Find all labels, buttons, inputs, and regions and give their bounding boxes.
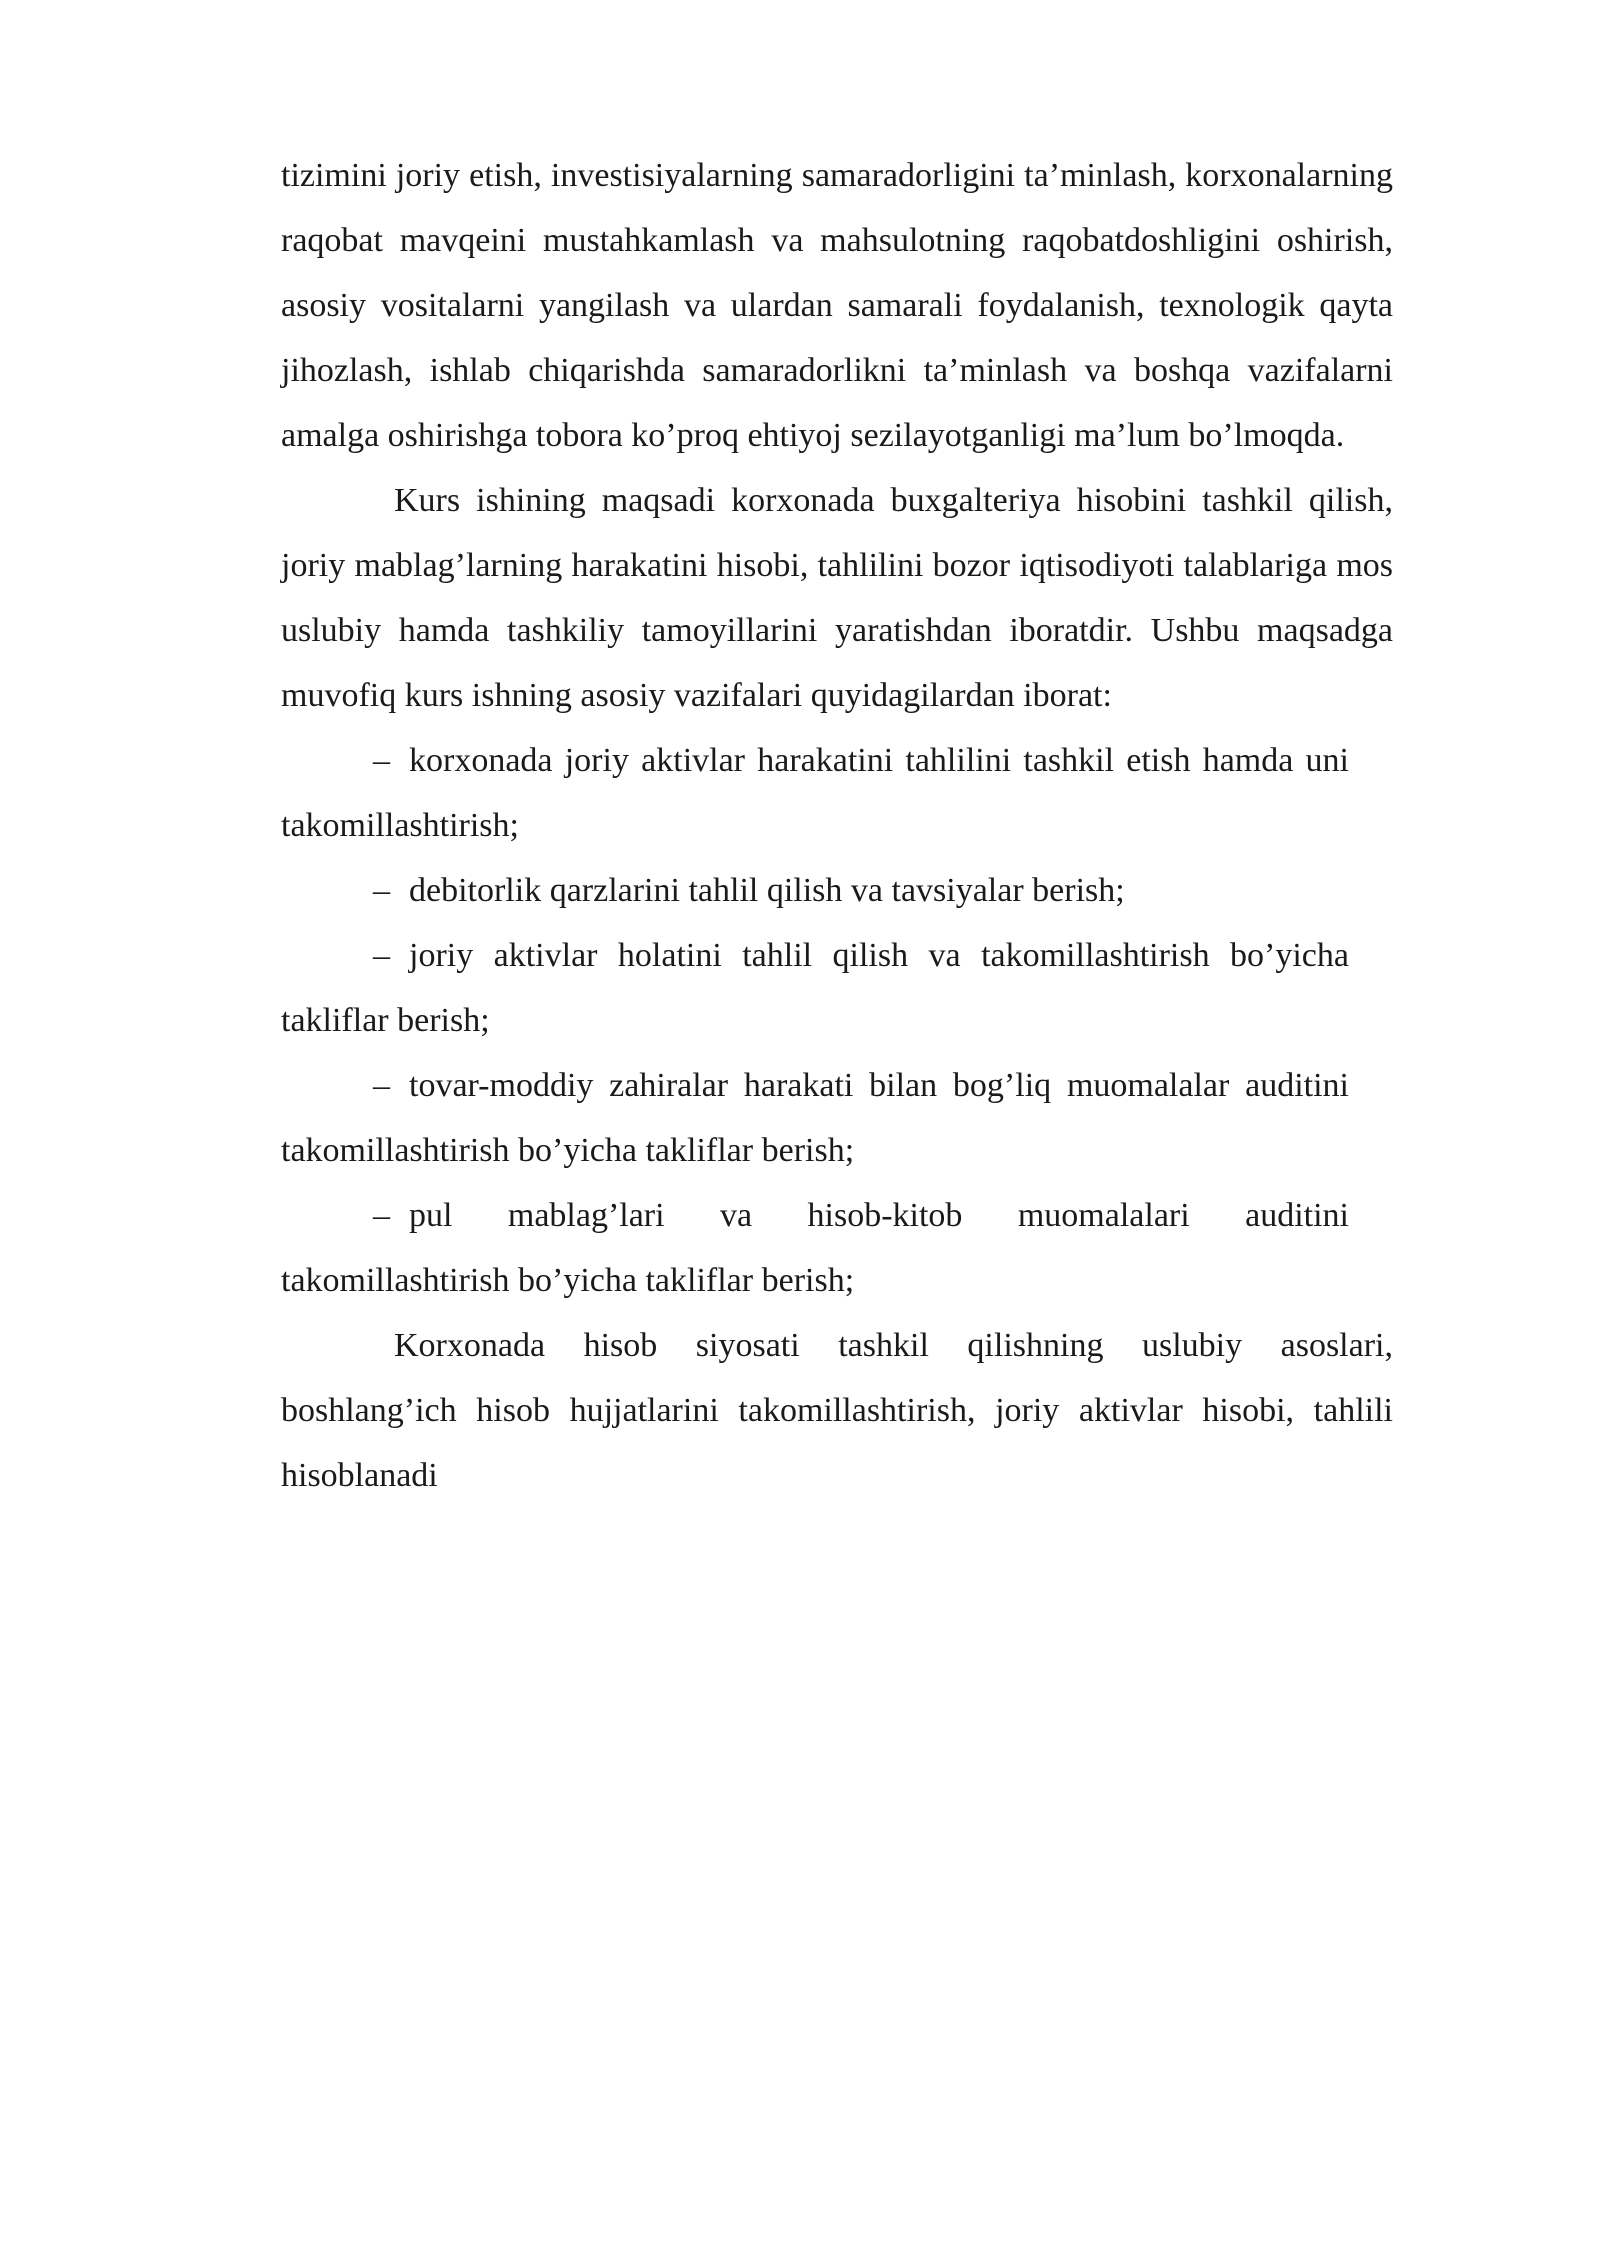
list-dash-marker: –	[373, 872, 390, 909]
list-item	[281, 1183, 1393, 1313]
list-dash-marker: –	[373, 1197, 390, 1234]
list-item-text: tovar-moddiy zahiralar harakati bilan bog’liq muomalalar auditini takomillashtirish bo’yicha takliflar berish;	[281, 1067, 1349, 1169]
document-body	[281, 143, 1393, 1508]
list-dash-marker: –	[373, 937, 390, 974]
list-item	[281, 1053, 1393, 1183]
list-item-text: debitorlik qarzlarini tahlil qilish va tavsiyalar berish;	[409, 872, 1125, 909]
task-list	[281, 728, 1393, 1313]
paragraph-conclusion: Korxonada hisob siyosati tashkil qilishning uslubiy asoslari, boshlang’ich hisob hujjatlarini takomillashtirish, joriy aktivlar hisobi, tahlili hisoblanadi	[281, 1327, 1393, 1494]
paragraph-course-goal: Kurs ishining maqsadi korxonada buxgalteriya hisobini tashkil qilish, joriy mablag’larning harakatini hisobi, tahlilini bozor iqtisodiyoti talablariga mos uslubiy hamda tashkiliy tamoyillarini yaratishdan iboratdir. Ushbu maqsadga muvofiq kurs ishning asosiy vazifalari quyidagilardan iborat:	[281, 482, 1393, 714]
list-item	[281, 728, 1393, 858]
list-item	[281, 858, 1393, 923]
list-item-text: korxonada joriy aktivlar harakatini tahlilini tashkil etish hamda uni takomillashtirish;	[281, 742, 1349, 844]
list-dash-marker: –	[373, 742, 390, 779]
paragraph-intro-continuation: tizimini joriy etish, investisiyalarning samaradorligini ta’minlash, korxonalarning raqobat mavqeini mustahkamlash va mahsulotning raqobatdoshligini oshirish, asosiy vositalarni yangilash va ulardan samarali foydalanish, texnologik qayta jihozlash, ishlab chiqarishda samaradorlikni ta’minlash va boshqa vazifalarni amalga oshirishga tobora ko’proq ehtiyoj sezilayotganligi ma’lum bo’lmoqda.	[281, 157, 1393, 454]
list-item-text: pul mablag’lari va hisob-kitob muomalalari auditini takomillashtirish bo’yicha takliflar berish;	[281, 1197, 1349, 1299]
list-item	[281, 923, 1393, 1053]
list-item-text: joriy aktivlar holatini tahlil qilish va takomillashtirish bo’yicha takliflar berish;	[281, 937, 1349, 1039]
list-dash-marker: –	[373, 1067, 390, 1104]
